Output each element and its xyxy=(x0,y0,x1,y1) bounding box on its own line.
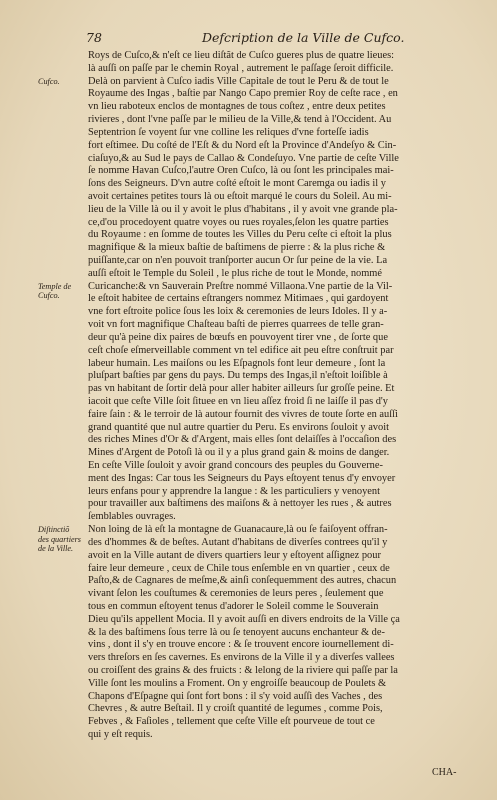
text-line: Septentrion ſe voyent ſur vne colline les reliques d'vne forteſſe iadis xyxy=(88,126,369,138)
text-line: pluſpart baſties par gens du pays. Du temps des Ingas,il n'eſtoit loiſible à xyxy=(88,370,388,382)
text-line: le eſtoit habitee de certains eſtrangers nommez Mitimaes , qui gardoyent xyxy=(88,293,389,305)
text-line: pour travailler aux baſtimens des maiſons & à nettoyer les rues , & autres xyxy=(88,498,392,510)
text-line: ou croiſſent des grains & des fruicts : & lelong de la riviere qui paſſe par la xyxy=(88,665,398,676)
text-line: labeur humain. Les maiſons ou les Eſpagnols font leur demeure , ſont la xyxy=(88,357,386,369)
text-line: auſſi eſtoit le Temple du Soleil , le plus riche de tout le Monde, nommé xyxy=(88,267,383,279)
text-line: voit vn fort magnifique Chaſteau baſti de pierres quarrees de telle gran- xyxy=(88,319,384,331)
text-line: magnifique & la mieux baſtie de baſtimens de pierre : & la plus riche & xyxy=(88,242,386,254)
text-line: vne fort eſtroite police ſous les loix & ceremonies de leurs Idoles. Il y a- xyxy=(88,306,388,318)
text-line: pas vn habitant de ſortir delà pour aller habiter ailleurs ſur groſſe peine. Et xyxy=(88,383,395,395)
running-title: Defcription de la Ville de Cufco. xyxy=(202,30,405,45)
text-line: Non loing de là eſt la montagne de Guanacaure,là ou ſe faiſoyent offran- xyxy=(88,524,388,536)
text-line: faire ſain : & le terroir de là autour fournit des vivres de toute ſorte en auſſi xyxy=(88,408,398,420)
text-line: & la des baſtimens ſous terre là ou ſe tenoyent aucuns enchanteur & de- xyxy=(88,626,385,638)
text-line: ſemblables ouvrages. xyxy=(88,511,176,523)
text-line: Delà on parvient à Cuſco iadis Ville Capitale de tout le Peru & de tout le xyxy=(88,75,389,87)
text-line: ſons des Seigneurs. D'vn autre coſté eſtoit le mont Caremga ou iadis il y xyxy=(88,178,386,190)
text-line: Roys de Cuſco,& n'eſt ce lieu diſtãt de Cuſco gueres plus de quatre lieues: xyxy=(88,50,395,61)
text-line: des riches Mines d'Or & d'Argent, mais elles ſont delaiſſes à l'occaſion des xyxy=(88,434,397,446)
text-line: vins , dont il s'y en trouve encore : & ſe trouvent encore iournellement di- xyxy=(88,639,394,651)
text-line: Chevres , & autre Beſtail. Il y croiſt quantité de legumes , comme Pois, xyxy=(88,703,383,715)
text-line: Royaume des Ingas , baſtie par Nango Capo premier Roy de ceſte race , en xyxy=(88,88,398,100)
text-line: ce,d'ou procedoyent quatre voyes ou rues royales,ſelon les quatre parties xyxy=(88,216,389,228)
text-line: ſe nomme Havan Cuſco,l'autre Oren Cuſco, là ou ſont les principales mai- xyxy=(88,165,394,177)
text-line: avoit en la Ville autant de divers quartiers leur y eſtoyent aſſignez pour xyxy=(88,549,381,561)
text-line: là auſſi on paſſe par le chemin Royal , autrement le paſſage ſeroit difficile. xyxy=(88,62,394,74)
catchword: CHA- xyxy=(432,767,457,778)
text-line: grand quantité que nul autre quartier du Peru. Es environs ſouloit y avoit xyxy=(88,421,389,433)
text-line: ment des Ingas: Car tous les Seigneurs du Pays eſtoyent tenus d'y envoyer xyxy=(88,472,396,484)
text-line: qui y eſt requis. xyxy=(88,729,153,741)
text-line: Chapons d'Eſpagne qui ſont fort bons : il s'y void auſſi des Vaches , des xyxy=(88,690,383,702)
text-line: Curicanche:& vn Sauverain Preſtre nommé Villaona.Vne partie de la Vil- xyxy=(88,280,393,292)
text-line: rivieres , dont l'vne paſſe par le milieu de la Ville,& tend à l'Occident. Au xyxy=(88,114,392,126)
margin-note: Diſtinctiõ des quartiers de la Ville. xyxy=(38,525,81,554)
text-line: vivant ſelon les couſtumes & ceremonies de leurs peres , ſeulement que xyxy=(88,588,384,600)
text-line: ciaſuyo,& au Sud le pays de Callao & Condeſuyo. Vne partie de ceſte Ville xyxy=(88,152,399,164)
margin-note: Cufco. xyxy=(38,76,60,86)
text-line: vn lieu raboteux enclos de montagnes de tous coſtez , entre deux petites xyxy=(88,101,386,113)
text-line: avoit certaines petites tours là ou eſtoit marqué le cours du Soleil. Au mi- xyxy=(88,190,392,202)
page-number: 78 xyxy=(86,30,102,45)
body-text xyxy=(88,50,472,742)
text-line: tous en commun eſtoyent tenus d'adorer le Soleil comme le Souverain xyxy=(88,600,379,612)
text-line: Paſto,& de Cagnares de meſme,& ainſi conſequemment des autres, chacun xyxy=(88,575,397,587)
page-header xyxy=(86,30,466,48)
margin-note: Temple de Cufco. xyxy=(38,281,72,301)
text-line: En ceſte Ville ſouloit y avoir grand concours des peuples du Gouverne- xyxy=(88,460,383,471)
text-line: leurs enfans pour y apprendre la langue : & les particuliers y venoyent xyxy=(88,485,380,497)
text-line: deur qu'à peine dix paires de bœufs en pouvoyent tirer vne , de ſorte que xyxy=(88,331,388,343)
text-line: ceſt choſe eſmerveillable comment vn tel edifice ait peu eſtre conſtruit par xyxy=(88,344,394,356)
text-line: iacoit que ceſte Ville ſoit ſituee en vn lieu aſſez froid ſi ne laiſſe il pas d'y xyxy=(88,395,388,407)
text-line: Febves , & Faſioles , tellement que ceſte Ville eſt pourveue de tout ce xyxy=(88,716,375,728)
text-line: faire leur demeure , ceux de Chile tous enſemble en vn quartier , ceux de xyxy=(88,562,390,574)
text-line: du Royaume : en ſomme de toutes les Villes du Peru ceſte ci eſtoit la plus xyxy=(88,229,392,241)
text-line: puiſſante,car on n'en pouvoit tranſporter aucun Or ſur peine de la vie. La xyxy=(88,255,388,266)
text-line: des d'hommes & de beſtes. Autant d'habitans de diverſes contrees qu'il y xyxy=(88,536,388,548)
text-line: Ville ſont les moulins a Froment. On y engroiſſe beaucoup de Poulets & xyxy=(88,677,387,689)
text-line: lieu de la Ville là ou il y avoit le plus d'habitans , il y avoit vne grande pla- xyxy=(88,203,398,215)
text-line: fort eſtimee. Du coſté de l'Eſt & du Nord eſt la Province d'Andeſyo & Cin- xyxy=(88,139,397,151)
text-line: vers threſors en ſes cavernes. Es environs de la Ville il y a diverſes vallees xyxy=(88,652,395,664)
text-line: Dieu qu'ils appellent Mocia. Il y avoit auſſi en divers endroits de la Ville ça xyxy=(88,613,400,625)
text-line: Mines d'Argent de Potoſi là ou il y a plus grand gain & moins de danger. xyxy=(88,447,390,459)
